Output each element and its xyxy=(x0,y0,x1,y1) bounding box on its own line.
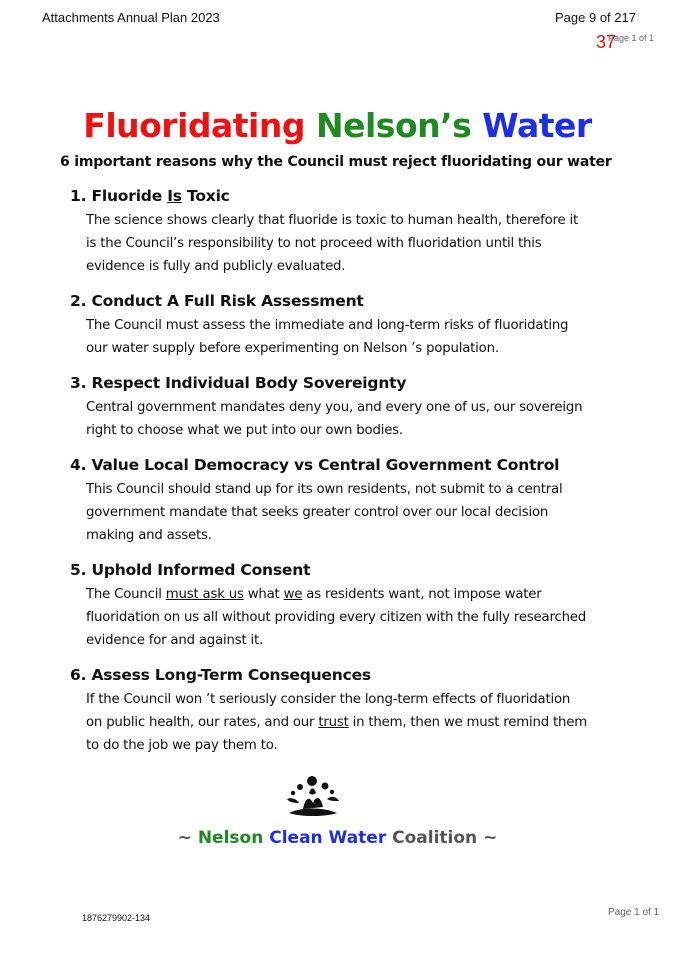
water-splash-icon xyxy=(283,773,341,817)
reason-body: If the Council won ’t seriously consider the long-term effects of fluoridation on public health, our rates, and our trust in them, then we must remind them to do the job we pay them to. xyxy=(86,692,587,753)
coalition-clean-water: Clean Water xyxy=(269,828,387,848)
reason-heading: 5. Uphold Informed Consent xyxy=(70,561,311,579)
coalition-tilde-right: ~ xyxy=(477,828,498,848)
reason-item xyxy=(70,187,590,278)
reason-body: This Council should stand up for its own residents, not submit to a central government mandate that seeks greater control over our local decision making and assets. xyxy=(86,482,563,543)
title-part-water: Water xyxy=(482,106,592,145)
reason-heading: 2. Conduct A Full Risk Assessment xyxy=(70,292,364,310)
header-document-title: Attachments Annual Plan 2023 xyxy=(42,10,220,25)
coalition-signature xyxy=(0,828,675,848)
poster-title xyxy=(0,106,675,145)
reason-item xyxy=(70,561,590,652)
footer-page-of: Page 1 of 1 xyxy=(608,907,660,918)
header-page-of: Page 1 of 1 xyxy=(608,33,655,43)
footer-document-id: 1876279902-134 xyxy=(82,913,151,923)
reason-heading: 3. Respect Individual Body Sovereignty xyxy=(70,374,407,392)
reason-item xyxy=(70,666,590,757)
coalition-tilde-left: ~ xyxy=(177,828,198,848)
header-page-number: Page 9 of 217 xyxy=(555,10,636,25)
reason-item xyxy=(70,456,590,547)
reason-body: The science shows clearly that fluoride is toxic to human health, therefore it is the Council’s responsibility to not proceed with fluoridation until this evidence is fully and publicly evaluated. xyxy=(86,213,579,274)
reason-body: The Council must ask us what we as residents want, not impose water fluoridation on us all without providing every citizen with the fully researched evidence for and against it. xyxy=(86,587,587,648)
reason-item xyxy=(70,374,590,442)
coalition-nelson: Nelson xyxy=(197,828,264,848)
reason-heading: 4. Value Local Democracy vs Central Government Control xyxy=(70,456,560,474)
reason-heading: 1. Fluoride Is Toxic xyxy=(70,187,230,205)
reason-body: The Council must assess the immediate and long-term risks of fluoridating our water supply before experimenting on Nelson ’s population. xyxy=(86,318,569,356)
reason-body: Central government mandates deny you, and every one of us, our sovereign right to choose what we put into our own bodies. xyxy=(86,400,583,438)
page-stamp-number: 37 xyxy=(596,32,617,52)
title-part-nelsons: Nelson’s xyxy=(315,106,472,145)
reason-heading: 6. Assess Long-Term Consequences xyxy=(70,666,371,684)
title-part-fluoridating: Fluoridating xyxy=(83,106,305,145)
poster-subtitle: 6 important reasons why the Council must reject fluoridating our water xyxy=(60,154,612,170)
coalition-name: Coalition xyxy=(392,828,478,848)
reason-item xyxy=(70,292,590,360)
reasons-list xyxy=(70,187,590,771)
